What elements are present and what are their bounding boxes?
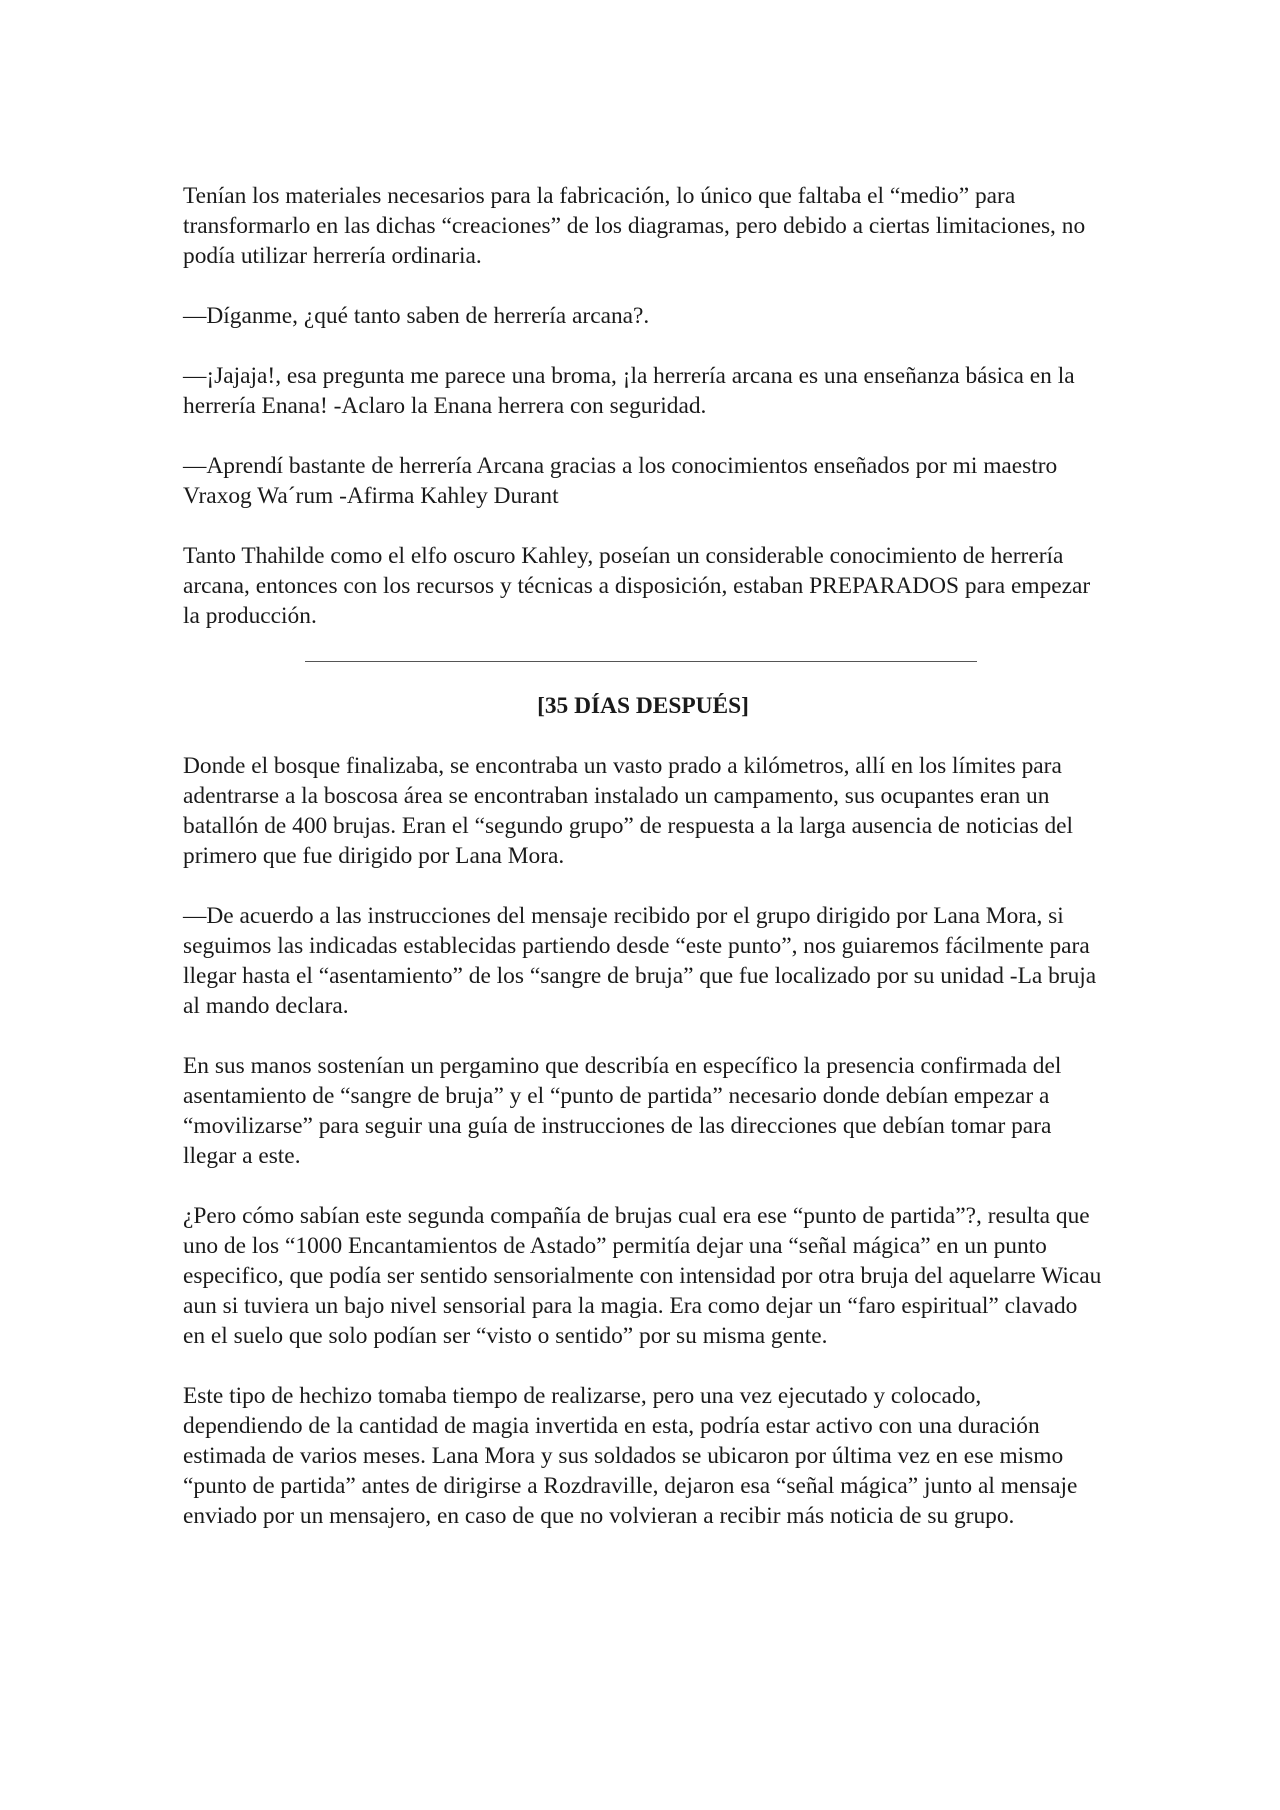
section-divider <box>305 661 977 662</box>
paragraph: ¿Pero cómo sabían este segunda compañía de brujas cual era ese “punto de partida”?, resulta que uno de los “1000 Encantamientos de Astado” permitía dejar una “señal mágica” en un punto especifico, que podía ser sentido sensorialmente con intensidad por otra bruja del aquelarre Wicau aun si tuviera un bajo nivel sensorial para la magia. Era como dejar un “faro espiritual” clavado en el suelo que solo podían ser “visto o sentido” por su misma gente. <box>183 1203 1102 1349</box>
dialogue-paragraph: —Díganme, ¿qué tanto saben de herrería arcana?. <box>183 303 650 329</box>
dialogue-paragraph: —De acuerdo a las instrucciones del mensaje recibido por el grupo dirigido por Lana Mora, si seguimos las indicadas establecidas partiendo desde “este punto”, nos guiaremos fácilmente para llegar hasta el “asentamiento” de los “sangre de bruja” que fue localizado por su unidad -La bruja al mando declara. <box>183 903 1097 1019</box>
paragraph: Donde el bosque finalizaba, se encontraba un vasto prado a kilómetros, allí en los límites para adentrarse a la boscosa área se encontraban instalado un campamento, sus ocupantes eran un batallón de 400 brujas. Eran el “segundo grupo” de respuesta a la larga ausencia de noticias del primero que fue dirigido por Lana Mora. <box>183 753 1074 869</box>
section-heading: [35 DÍAS DESPUÉS] <box>537 693 749 719</box>
document-body <box>183 181 1103 1561</box>
paragraph: Tenían los materiales necesarios para la fabricación, lo único que faltaba el “medio” para transformarlo en las dichas “creaciones” de los diagramas, pero debido a ciertas limitaciones, no podía utilizar herrería ordinaria. <box>183 183 1086 269</box>
dialogue-paragraph: —¡Jajaja!, esa pregunta me parece una broma, ¡la herrería arcana es una enseñanza básica en la herrería Enana! -Aclaro la Enana herrera con seguridad. <box>183 363 1075 419</box>
paragraph: Tanto Thahilde como el elfo oscuro Kahley, poseían un considerable conocimiento de herrería arcana, entonces con los recursos y técnicas a disposición, estaban PREPARADOS para empezar la producción. <box>183 543 1091 629</box>
paragraph: En sus manos sostenían un pergamino que describía en específico la presencia confirmada del asentamiento de “sangre de bruja” y el “punto de partida” necesario donde debían empezar a “movilizarse” para seguir una guía de instrucciones de las direcciones que debían tomar para llegar a este. <box>183 1053 1062 1169</box>
paragraph: Este tipo de hechizo tomaba tiempo de realizarse, pero una vez ejecutado y colocado, dependiendo de la cantidad de magia invertida en esta, podría estar activo con una duración estimada de varios meses. Lana Mora y sus soldados se ubicaron por última vez en ese mismo “punto de partida” antes de dirigirse a Rozdraville, dejaron esa “señal mágica” junto al mensaje enviado por un mensajero, en caso de que no volvieran a recibir más noticia de su grupo. <box>183 1383 1078 1529</box>
dialogue-paragraph: —Aprendí bastante de herrería Arcana gracias a los conocimientos enseñados por mi maestro Vraxog Wa´rum -Afirma Kahley Durant <box>183 453 1058 509</box>
